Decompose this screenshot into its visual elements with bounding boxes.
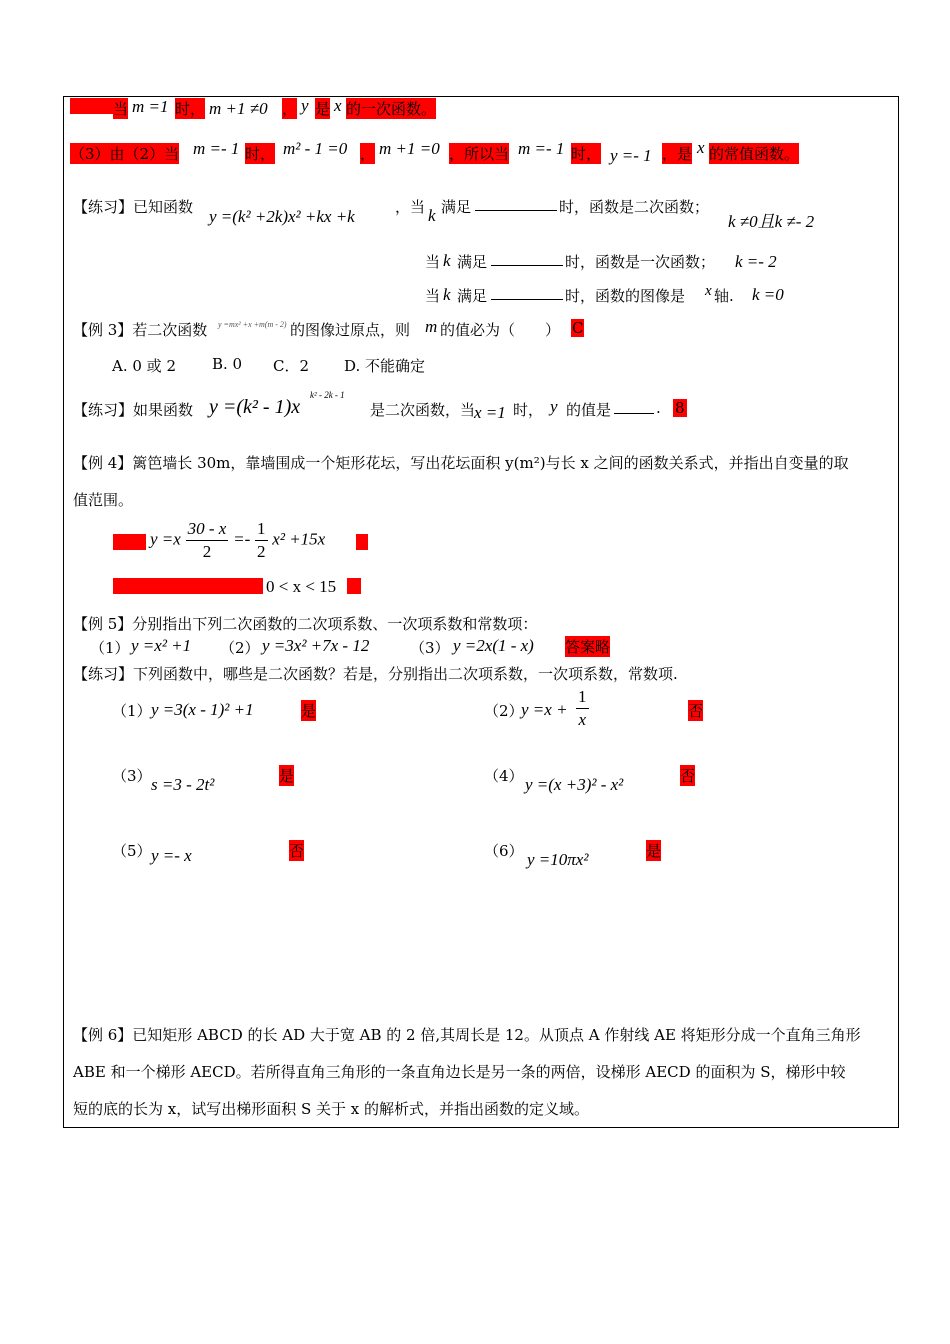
p3-item-6-answer: 是 <box>646 842 662 860</box>
r2-y1: y =- 1 <box>610 146 652 165</box>
p2-blank[interactable] <box>614 399 654 414</box>
r1-y: y <box>301 96 309 115</box>
ex3-answer: C <box>572 319 584 337</box>
ex5-item-2: y =3x² +7x - 12 <box>262 636 370 655</box>
p1-blank-2[interactable] <box>491 251 563 266</box>
ex3-tail: 的值必为（ ） <box>440 321 561 339</box>
ex3-option-c: C．2 <box>273 357 310 375</box>
r1-shi2: 是 <box>315 100 331 118</box>
redacted-block <box>347 578 361 594</box>
p1-cond3: 满足 <box>457 287 488 305</box>
ex6-line-2: ABE 和一个梯形 AECD。若所得直角三角形的一条直角边长是另一条的两倍，设梯形 AECD 的面积为 S，梯形中较 <box>73 1063 846 1081</box>
p3-item-2-fraction: $\frac{1}{x}$ <box>578 687 587 729</box>
p1-label: 【练习】已知函数 <box>73 198 194 216</box>
p1-dang2: 当 <box>425 253 441 271</box>
ex4-line-2: 值范围。 <box>73 491 134 509</box>
p1-k2: k <box>443 251 451 270</box>
p3-item-4-num: （4） <box>484 767 524 785</box>
p1-t1: 时，函数是二次函数； <box>559 198 710 216</box>
ex4-eq-left: y =x <box>150 529 181 549</box>
ex4-fraction-2: $\frac{1}{2}$ <box>257 519 266 561</box>
p2-text: 是二次函数，当 <box>370 401 476 419</box>
p3-item-5-num: （5） <box>112 842 152 860</box>
redacted-block <box>113 578 263 594</box>
p3-item-5-answer: 否 <box>289 842 305 860</box>
p3-item-2-expr: y =x + <box>521 700 568 719</box>
p3-item-3-answer: 是 <box>279 767 295 785</box>
p1-xaxis: x <box>705 283 712 299</box>
p1-t3: 时，函数的图像是 <box>565 287 686 305</box>
r2-shi3: ，是 <box>662 145 693 163</box>
redacted-block <box>70 98 113 114</box>
ex3-text: 的图像过原点，则 <box>290 321 411 339</box>
p2-answer: 8 <box>675 399 685 417</box>
ex5-item-3-num: （3） <box>410 639 450 657</box>
r2-c1: ， <box>360 145 376 163</box>
r1-dot: ， <box>282 100 298 118</box>
ex5-item-1: y =x² +1 <box>131 636 192 655</box>
p3-item-2-answer: 否 <box>688 702 704 720</box>
r2-x: x <box>697 138 705 157</box>
p1-blank-3[interactable] <box>491 285 563 300</box>
p3-item-3-num: （3） <box>112 767 152 785</box>
redacted-block <box>356 534 368 550</box>
ex5-item-1-num: （1） <box>90 639 130 657</box>
p3-label: 【练习】下列函数中，哪些是二次函数？若是，分别指出二次项系数，一次项系数，常数项. <box>73 665 678 683</box>
p2-tail: 的值是 <box>566 401 612 419</box>
ex4-eq-right: x² +15x <box>272 529 326 549</box>
ex5-item-3: y =2x(1 - x) <box>453 636 534 655</box>
ex3-option-d: D. 不能确定 <box>344 357 426 375</box>
r1-m-eq: m =1 <box>132 97 169 116</box>
r2-shi2: 时， <box>571 145 602 163</box>
ex3-label: 【例 3】若二次函数 <box>73 321 208 339</box>
ex3-m: m <box>425 317 438 336</box>
r1-end: 的一次函数。 <box>346 100 437 118</box>
p1-dang: ，当 <box>395 198 426 216</box>
p1-answer-2: k =- 2 <box>735 252 777 271</box>
ex6-line-1: 【例 6】已知矩形 ABCD 的长 AD 大于宽 AB 的 2 倍,其周长是 12。从顶点 A 作射线 AE 将矩形分成一个直角三角形 <box>73 1026 861 1044</box>
r1-x: x <box>334 96 342 115</box>
p1-dang3: 当 <box>425 287 441 305</box>
p3-item-2-num: （2） <box>484 702 524 720</box>
ex4-range: 0 < x < 15 <box>266 577 337 596</box>
ex4-fraction-1: $\frac{30 - x}{2}$ <box>187 519 227 561</box>
ex4-equation <box>150 518 325 563</box>
p1-k3: k <box>443 285 451 304</box>
redacted-block <box>113 534 146 550</box>
r1-dang: 当 <box>113 100 129 118</box>
p3-item-1-expr: y =3(x - 1)² +1 <box>151 700 254 719</box>
r1-shi: 时， <box>175 100 206 118</box>
p1-k: k <box>428 206 436 225</box>
ex4-eq-mid: =- <box>233 529 251 549</box>
ex3-option-b: B. 0 <box>212 355 243 373</box>
p2-y: y <box>550 397 558 416</box>
ex3-option-a: A. 0 或 2 <box>112 357 176 375</box>
r2-lead: （3）由（2）当 <box>70 145 180 163</box>
ex3-small-function: y =mx² +x +m(m - 2) <box>218 320 287 329</box>
p3-item-1-num: （1） <box>112 702 152 720</box>
ex6-line-3: 短的底的长为 x，试写出梯形面积 S 关于 x 的解析式，并指出函数的定义域。 <box>73 1100 590 1118</box>
p2-function: y =(k² - 1)x <box>209 396 301 418</box>
r2-e2: m +1 =0 <box>379 139 440 158</box>
p1-cond: 满足 <box>441 198 472 216</box>
p3-item-6-expr: y =10πx² <box>527 850 589 869</box>
p1-t2: 时，函数是一次函数； <box>565 253 716 271</box>
r2-e1: m² - 1 =0 <box>283 139 348 158</box>
p3-item-1-answer: 是 <box>301 702 317 720</box>
r2-end: 的常值函数。 <box>709 145 800 163</box>
r2-m2: m =- 1 <box>518 139 565 158</box>
p2-label: 【练习】如果函数 <box>73 401 194 419</box>
r2-mid: ，所以当 <box>449 145 510 163</box>
ex4-line-1: 【例 4】篱笆墙长 30m，靠墙围成一个矩形花坛，写出花坛面积 y(m²)与长 x 之间的函数关系式，并指出自变量的取 <box>73 454 849 472</box>
p1-answer-3: k =0 <box>752 285 784 304</box>
ex5-item-2-num: （2） <box>220 639 260 657</box>
p3-item-4-expr: y =(x +3)² - x² <box>525 775 624 794</box>
r2-m1: m =- 1 <box>193 139 240 158</box>
p3-item-3-expr: s =3 - 2t² <box>151 775 215 794</box>
p1-function: y =(k² +2k)x² +kx +k <box>209 207 355 226</box>
p2-x-value: x =1 <box>474 403 506 422</box>
p3-item-6-num: （6） <box>484 842 524 860</box>
p1-blank-1[interactable] <box>475 196 557 211</box>
p2-shi: 时， <box>513 401 544 419</box>
r2-shi: 时， <box>245 145 276 163</box>
p1-cond2: 满足 <box>457 253 488 271</box>
p1-answer-1: k ≠0且k ≠- 2 <box>728 212 815 231</box>
r1-expr: m +1 ≠0 <box>209 99 268 118</box>
p3-item-5-expr: y =- x <box>151 846 192 865</box>
p1-zhou: 轴. <box>714 287 734 305</box>
ex5-label: 【例 5】分别指出下列二次函数的二次项系数、一次项系数和常数项： <box>73 615 538 633</box>
ex5-answer: 答案略 <box>565 638 611 656</box>
p2-end: . <box>656 399 661 417</box>
p3-item-4-answer: 否 <box>680 767 696 785</box>
p2-exponent: k² - 2k - 1 <box>310 390 345 400</box>
